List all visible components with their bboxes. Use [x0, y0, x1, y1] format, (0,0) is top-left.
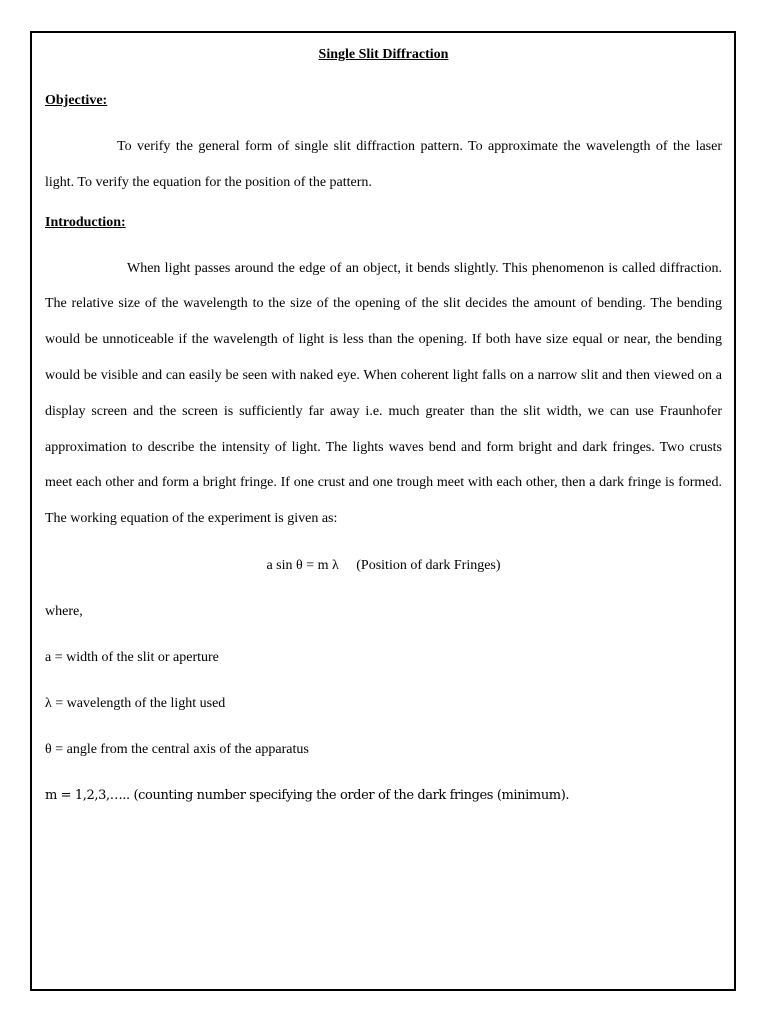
where-label: where,	[45, 603, 83, 619]
definition-m: m = 1,2,3,….. (counting number specifying the order of the dark fringes (minimum).	[45, 787, 570, 803]
working-equation: a sin θ = m λ (Position of dark Fringes)	[266, 557, 501, 573]
introduction-heading: Introduction:	[45, 214, 126, 230]
document-title: Single Slit Diffraction	[318, 47, 449, 62]
document-body	[45, 44, 722, 807]
objective-text: To verify the general form of single slit diffraction pattern. To approximate the wavelength of the laser light. To verify the equation for the position of the pattern.	[45, 139, 722, 190]
introduction-text: When light passes around the edge of an object, it bends slightly. This phenomenon is called diffraction. The relative size of the wavelength to the size of the opening of the slit decides the amount of bending. The bending would be unnoticeable if the wavelength of light is less than the opening. If both have size equal or near, the bending would be visible and can easily be seen with naked eye. When coherent light falls on a narrow slit and then viewed on a display screen and the screen is sufficiently far away i.e. much greater than the slit width, we can use Fraunhofer approximation to describe the intensity of light. The lights waves bend and form bright and dark fringes. Two crusts meet each other and form a bright fringe. If one crust and one trough meet with each other, then a dark fringe is formed. The working equation of the experiment is given as:	[45, 260, 722, 527]
definition-lambda: λ = wavelength of the light used	[45, 695, 226, 711]
definition-theta: θ = angle from the central axis of the apparatus	[45, 741, 309, 757]
objective-heading: Objective:	[45, 93, 108, 108]
definition-a: a = width of the slit or aperture	[45, 649, 219, 665]
